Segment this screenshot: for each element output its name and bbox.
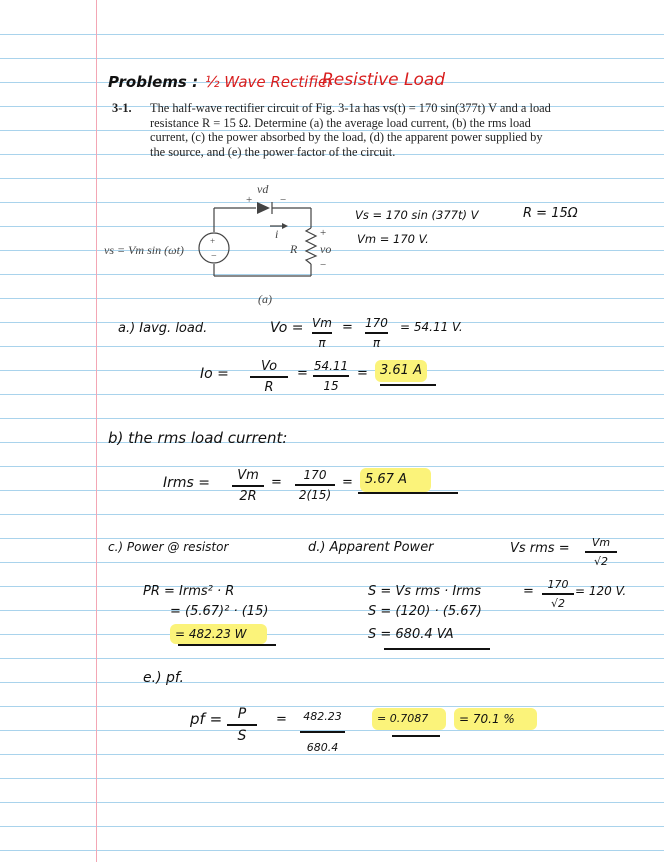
given-vm: Vm = 170 V. bbox=[357, 232, 429, 246]
pr-answer: = 482.23 W bbox=[170, 624, 267, 644]
svg-text:+: + bbox=[320, 227, 327, 239]
pr-line-2: = (5.67)² · (15) bbox=[170, 604, 269, 619]
pf-percent: = 70.1 % bbox=[454, 708, 537, 730]
svg-text:+: + bbox=[246, 194, 253, 206]
io-lhs: Io = bbox=[200, 366, 229, 382]
label-r: R bbox=[290, 242, 298, 256]
notebook-page: Problems : ½ Wave Rectifier Resistive Load 3-1. The half-wave rectifier circuit of Fig. 3-1a has vs(t) = 170 sin(377t) V and a load resistance R = 15 Ω. Determine (a) the average load current, (b) the rms load current, (c) the power absorbed by the load, (d) the apparent power supplied by the source, and (e) the power factor of the circuit. + − + − + − vd i R vo vs = Vm sin (ωt) (a) Vs = 170 sin (377t) V R = 15Ω Vm = 170 V. a.) Iavg. load. Vo = Vm π = 170 π = 54.11 V. Io = Vo R = 54.11 15 = 3.61 A b) the rms load current: Irms = Vm 2R = 170 2(15) = 5.67 A c.) Power @ resistor PR = Irms² · R = (5.67)² · (15) = 482.23 W d.) Apparent Power S = Vs rms · Irms S = (120) · (5.67) S = 680.4 VA Vs rms = Vm √2 = 170 √2 = 120 V. e.) pf. pf = P S = 482.23 680.4 = 0.7087 = 70.1 % bbox=[0, 0, 664, 862]
part-d-label: d.) Apparent Power bbox=[308, 540, 434, 555]
svg-text:−: − bbox=[211, 251, 217, 262]
irms-frac-1: Vm 2R bbox=[232, 468, 264, 504]
vo-lhs: Vo = bbox=[270, 320, 304, 336]
label-vs: vs = Vm sin (ωt) bbox=[104, 243, 184, 257]
vsrms-frac-1: Vm √2 bbox=[585, 536, 617, 568]
given-vs: Vs = 170 sin (377t) V bbox=[355, 208, 479, 222]
problem-number: 3-1. bbox=[112, 101, 132, 115]
io-answer: 3.61 A bbox=[375, 360, 427, 382]
title-problems: Problems : bbox=[108, 73, 199, 91]
irms-lhs: Irms = bbox=[163, 475, 210, 491]
vsrms-lhs: Vs rms = bbox=[510, 541, 570, 556]
pf-frac-1: P S bbox=[227, 706, 257, 744]
io-frac-2: 54.11 15 bbox=[313, 359, 349, 393]
part-a-label: a.) Iavg. load. bbox=[118, 321, 208, 336]
part-e-label: e.) pf. bbox=[143, 670, 184, 686]
irms-frac-2: 170 2(15) bbox=[295, 468, 335, 502]
pf-frac-2: 482.23 680.4 bbox=[300, 710, 345, 754]
vsrms-frac-2: 170 √2 bbox=[542, 578, 574, 610]
label-i: i bbox=[275, 227, 279, 241]
pf-lhs: pf = bbox=[190, 710, 223, 728]
vo-frac-1: Vm π bbox=[312, 316, 332, 350]
s-line-3: S = 680.4 VA bbox=[368, 627, 454, 642]
s-line-2: S = (120) · (5.67) bbox=[368, 604, 482, 619]
label-vd: vd bbox=[257, 182, 269, 196]
problem-text: The half-wave rectifier circuit of Fig. 3-1a has vs(t) = 170 sin(377t) V and a load resistance R = 15 Ω. Determine (a) the average load current, (b) the rms load current, (c) the power absorbed by the load, (d) the apparent power supplied by the source, and (e) the power factor of the circuit. bbox=[150, 101, 551, 159]
pr-line-1: PR = Irms² · R bbox=[143, 584, 235, 599]
vo-result: = 54.11 V. bbox=[400, 320, 463, 334]
current-arrow-icon bbox=[282, 223, 288, 229]
svg-text:−: − bbox=[280, 194, 287, 206]
part-c-label: c.) Power @ resistor bbox=[108, 540, 229, 554]
vo-frac-2: 170 π bbox=[365, 316, 388, 350]
part-b-label: b) the rms load current: bbox=[108, 429, 288, 447]
title-half-wave: ½ Wave Rectifier bbox=[205, 73, 334, 91]
label-a: (a) bbox=[258, 292, 272, 306]
svg-text:+: + bbox=[210, 236, 216, 246]
pf-answer: = 0.7087 bbox=[372, 708, 446, 730]
given-r: R = 15Ω bbox=[523, 206, 578, 221]
svg-text:−: − bbox=[320, 259, 327, 271]
io-frac-1: Vo R bbox=[250, 359, 288, 395]
diode-icon bbox=[257, 202, 270, 214]
title-resistive-load: Resistive Load bbox=[322, 70, 446, 90]
vsrms-result: = 120 V. bbox=[575, 584, 627, 598]
label-vo: vo bbox=[320, 242, 332, 256]
s-line-1: S = Vs rms · Irms bbox=[368, 584, 482, 599]
irms-answer: 5.67 A bbox=[360, 468, 431, 492]
